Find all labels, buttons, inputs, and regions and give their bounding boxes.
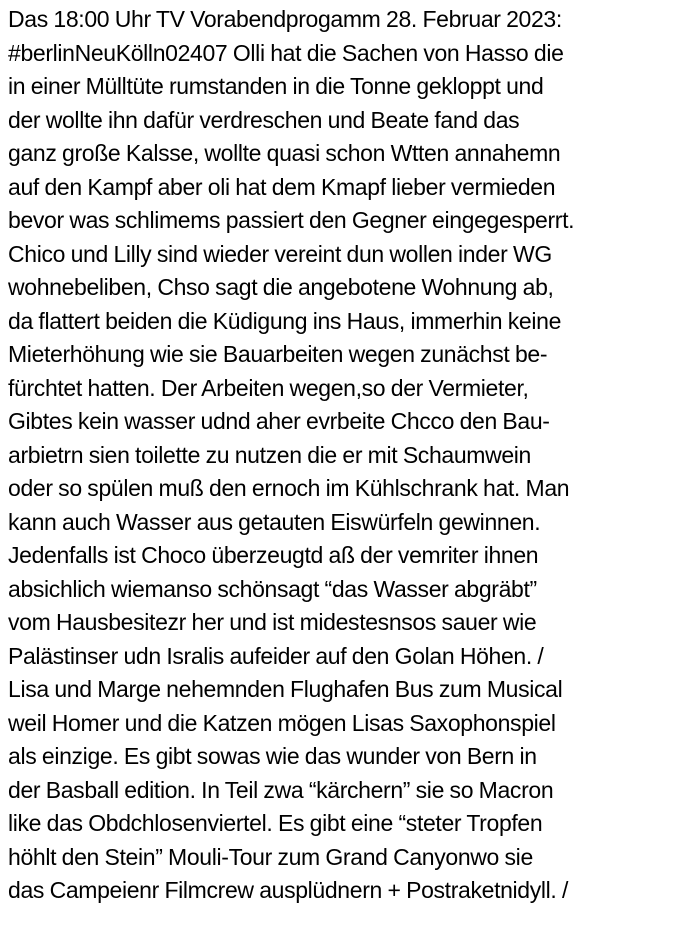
text-line: fürchtet hatten. Der Arbeiten wegen,so der Vermieter, — [8, 374, 529, 401]
text-line: höhlt den Stein” Mouli-Tour zum Grand Canyonwo sie — [8, 843, 533, 870]
text-line: like das Obdchlosenviertel. Es gibt eine “steter Tropfen — [8, 810, 543, 836]
text-line: weil Homer und die Katzen mögen Lisas Saxophonspiel — [8, 709, 556, 736]
text-line: kann auch Wasser aus getauten Eiswürfeln gewinnen. — [8, 508, 541, 535]
text-line: in einer Mülltüte rumstanden in die Tonne gekloppt und — [8, 73, 544, 99]
text-line: Mieterhöhung wie sie Bauarbeiten wegen zunächst be- — [8, 341, 548, 367]
text-line: Das 18:00 Uhr TV Vorabendprogamm 28. Februar 2023: — [8, 6, 562, 32]
text-line: Chico und Lilly sind wieder vereint dun wollen inder WG — [8, 240, 552, 267]
document-text — [8, 3, 684, 908]
text-line: arbietrn sien toilette zu nutzen die er mit Schaumwein — [8, 441, 531, 468]
text-line: das Campeienr Filmcrew ausplüdnern + Postraketnidyll. / — [8, 877, 569, 903]
text-line: ganz große Kalsse, wollte quasi schon Wtten annahemn — [8, 140, 561, 166]
text-line: vom Hausbesitezr her und ist midestesnsos sauer wie — [8, 609, 537, 635]
text-line: der Basball edition. In Teil zwa “kärchern” sie so Macron — [8, 776, 554, 803]
text-line: Gibtes kein wasser udnd aher evrbeite Chcco den Bau- — [8, 408, 550, 434]
text-line: wohnebeliben, Chso sagt die angebotene Wohnung ab, — [8, 274, 554, 300]
text-line: bevor was schlimems passiert den Gegner eingegesperrt. — [8, 207, 575, 233]
text-line: Palästinser udn Isralis aufeider auf den Golan Höhen. / — [8, 642, 544, 669]
text-line: da flattert beiden die Küdigung ins Haus, immerhin keine — [8, 307, 562, 334]
text-line: als einzige. Es gibt sowas wie das wunder von Bern in — [8, 743, 537, 769]
text-line: der wollte ihn dafür verdreschen und Beate fand das — [8, 106, 520, 133]
text-line: Lisa und Marge nehemnden Flughafen Bus zum Musical — [8, 676, 563, 702]
text-line: #berlinNeuKölln02407 Olli hat die Sachen von Hasso die — [8, 39, 564, 66]
text-line: Jedenfalls ist Choco überzeugtd aß der vemriter ihnen — [8, 542, 539, 568]
text-line: oder so spülen muß den ernoch im Kühlschrank hat. Man — [8, 475, 570, 501]
text-line: absichlich wiemanso schönsagt “das Wasser abgräbt” — [8, 575, 537, 602]
text-line: auf den Kampf aber oli hat dem Kmapf lieber vermieden — [8, 173, 556, 200]
